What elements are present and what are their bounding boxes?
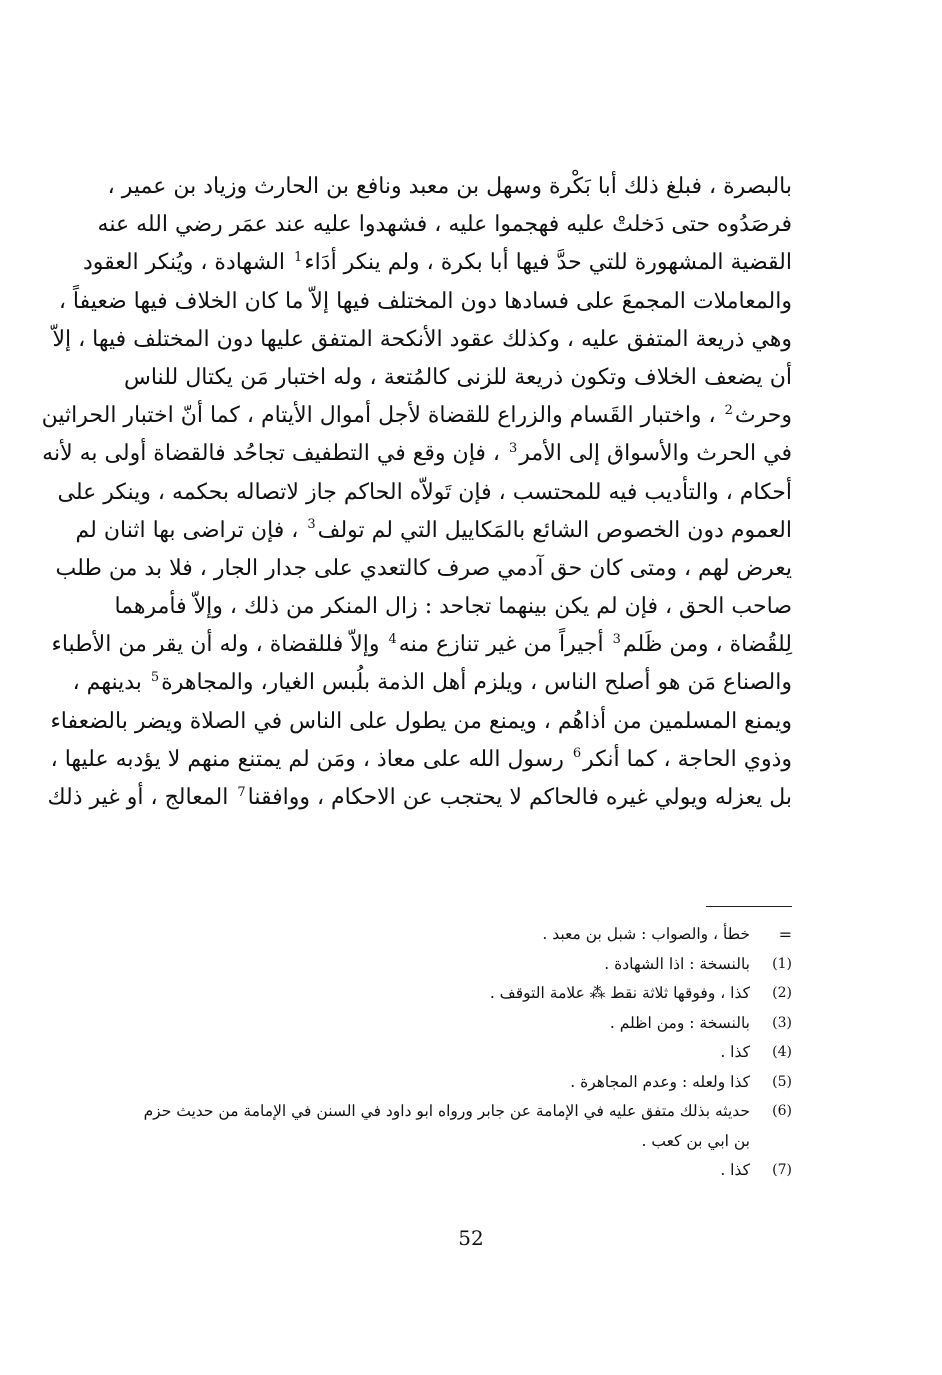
footnote-reference: 3	[307, 517, 316, 533]
footnote-text: خطأ ، والصواب : شبل بن معبد .	[542, 925, 750, 943]
footnote-text: كذا .	[720, 1043, 750, 1061]
body-line-13	[51, 626, 792, 664]
footnote-reference: 4	[388, 631, 397, 647]
body-line-text: المعالج ، أو غير ذلك	[47, 785, 236, 810]
footnote-marker: (3)	[772, 1014, 792, 1031]
body-line-text: وذوي الحاجة ، كما أنكر	[583, 746, 792, 772]
body-line-text: في الحرث والأسواق إلى الأمر	[519, 441, 792, 467]
footnote-marker: =	[778, 925, 792, 944]
body-line-text: رسول الله على معاذ ، ومَن لم يمتنع منهم لا يؤدبه عليها ،	[50, 746, 571, 772]
body-line-text: العموم دون الخصوص الشائع بالمَكاييل التي لم تولف	[317, 517, 792, 543]
footnote-text: كذا ولعله : وعدم المجاهرة .	[570, 1072, 750, 1091]
footnote-text: بالنسخة : اذا الشهادة .	[604, 954, 750, 973]
body-line-text: بدينهم ،	[72, 670, 149, 696]
footnote-text: كذا .	[720, 1161, 750, 1179]
footnote-continuation	[124, 920, 792, 950]
body-line-text: لِلقُضاة ، ومن ظَلم	[622, 632, 792, 658]
main-text-block	[41, 168, 792, 817]
body-line-text: صاحب الحق ، فإن لم يكن بينهما تجاحد : زال المنكر من ذلك ، وإلاّ فأمرهما	[114, 594, 792, 620]
footnote-reference: 6	[572, 746, 582, 762]
footnote-text: حديثه بذلك متفق عليه في الإمامة عن جابر ورواه ابو داود في السنن في الإمامة من حديث حزم بن ابي بن كعب .	[143, 1102, 750, 1150]
body-line-text: القضية المشهورة للتي حدَّ فيها أبا بكرة ، ولم ينكر أدَاء	[304, 250, 792, 276]
footnotes-block	[124, 920, 792, 1186]
body-line-17	[47, 779, 792, 817]
body-line-text: أن يضعف الخلاف وتكون ذريعة للزنى كالمُتعة ، وله اختبار مَن يكتال للناس	[124, 364, 792, 390]
footnote-2	[124, 979, 792, 1009]
footnote-marker: (7)	[772, 1162, 792, 1178]
body-line-10	[75, 512, 792, 550]
body-line-text: بل يعزله ويولي غيره فالحاكم لا يحتجب عن الاحكام ، ووافقنا	[247, 785, 792, 810]
body-line-text: ، فإن وقع في التطفيف تجاحُد فالقضاة أولى به لأنه	[42, 441, 508, 467]
body-line-11	[55, 550, 792, 588]
body-line-text: والصناع مَن هو أصلح الناس ، ويلزم أهل الذمة بلُبس الغيار، والمجاهرة	[161, 670, 792, 696]
footnote-reference: 3	[509, 440, 518, 456]
body-line-text: الشهادة ، ويُنكر العقود	[82, 250, 293, 276]
body-line-text: يعرض لهم ، ومتى كان حق آدمي صرف كالتعدي على جدار الجار ، فلا بد من طلب	[55, 555, 792, 581]
footnote-text: كذا ، وفوقها ثلاثة نقط ⁂ علامة التوقف .	[489, 984, 750, 1002]
body-line-text: ويمنع المسلمين من أذاهُم ، ويمنع من يطول على الناس في الصلاة ويضر بالضعفاء	[50, 708, 792, 734]
footnote-4	[124, 1038, 792, 1068]
footnote-marker: (2)	[772, 985, 792, 1001]
body-line-text: فرصَدُوه حتى دَخلتْ عليه فهجموا عليه ، فشهدوا عليه عند عمَر رضي الله عنه	[97, 212, 792, 238]
body-line-8	[42, 435, 792, 473]
footnote-reference: 2	[724, 402, 733, 418]
body-line-7	[41, 397, 792, 435]
footnote-reference: 5	[150, 670, 160, 686]
footnote-reference: 7	[237, 784, 246, 800]
footnote-1	[124, 950, 792, 980]
footnote-5	[124, 1068, 792, 1098]
body-line-5	[52, 321, 792, 359]
footnote-3	[124, 1009, 792, 1039]
footnote-marker: (5)	[772, 1073, 792, 1090]
body-line-text: أجيراً من غير تنازع منه	[398, 632, 611, 658]
body-line-text: وإلاّ فللقضاة ، وله أن يقر من الأطباء	[51, 632, 387, 658]
footnote-7	[124, 1156, 792, 1186]
body-line-14	[72, 664, 792, 702]
body-line-text: ، فإن تراضى بها اثنان لم	[75, 517, 306, 543]
page-number: 52	[458, 1226, 484, 1250]
footnote-6	[124, 1097, 792, 1156]
body-line-2	[97, 206, 792, 244]
body-line-15	[50, 703, 792, 741]
body-line-text: بالبصرة ، فبلغ ذلك أبا بَكْرة وسهل بن معبد ونافع بن الحارث وزياد بن عمير ،	[107, 174, 792, 199]
body-line-text: وهي ذريعة المتفق عليه ، وكذلك عقود الأنكحة المتفق عليها دون المختلف فيها ، إلاّ	[52, 326, 792, 352]
body-line-3	[82, 244, 792, 282]
body-line-1	[107, 168, 792, 206]
footnote-marker: (6)	[772, 1103, 792, 1119]
body-line-6	[124, 359, 792, 397]
footnote-reference: 1	[294, 250, 303, 266]
footnote-separator	[706, 906, 792, 907]
body-line-text: ، واختبار القَسام والزراع للقضاة لأجل أموال الأيتام ، كما أنّ اختبار الحراثين	[41, 403, 723, 429]
body-line-text: أحكام ، والتأديب فيه للمحتسب ، فإن تَولاّه الحاكم جاز لاتصاله بحكمه ، وينكر على	[57, 479, 792, 505]
body-line-text: وحرث	[734, 403, 792, 429]
body-line-9	[57, 474, 792, 512]
footnote-marker: (4)	[772, 1044, 792, 1060]
footnote-text: بالنسخة : ومن اظلم .	[609, 1013, 750, 1032]
footnote-reference: 3	[612, 631, 621, 647]
body-line-12	[114, 588, 792, 626]
body-line-16	[50, 741, 792, 779]
footnote-marker: (1)	[772, 955, 792, 972]
body-line-4	[58, 283, 792, 321]
body-line-text: والمعاملات المجمعَ على فسادها دون المختلف فيها إلاّ ما كان الخلاف فيها ضعيفاً ،	[58, 288, 792, 314]
